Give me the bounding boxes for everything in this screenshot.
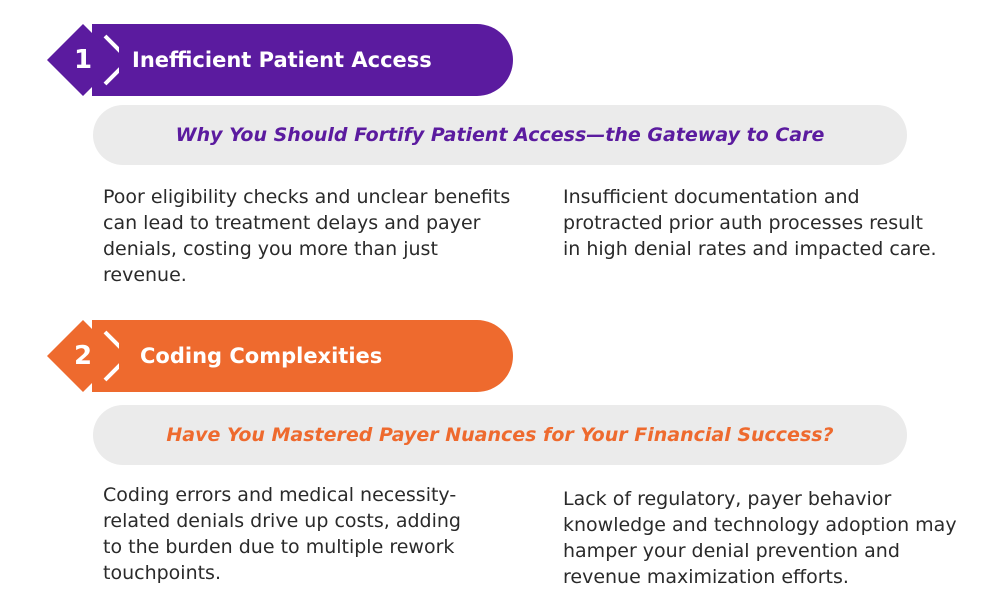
section-2-subtitle: Have You Mastered Payer Nuances for Your Financial Success? [166,424,834,446]
section-2-number: 2 [73,341,93,371]
section-2-number-badge [47,320,119,392]
section-1-left-text: Poor eligibility checks and unclear benefits can lead to treatment delays and payer denials, costing you more than just revenue. [103,186,511,286]
section-1-right-text: Insufficient documentation and protracted prior auth processes result in high denial rates and impacted care. [563,186,937,260]
section-2-title: Coding Complexities [140,344,383,368]
section-1-subtitle-bar [93,105,907,165]
section-1-number-badge [47,24,119,96]
section-1-header [92,24,513,96]
section-2-left-text: Coding errors and medical necessity-related denials drive up costs, adding to the burden due to multiple rework touchpoints. [103,484,461,584]
section-1-subtitle: Why You Should Fortify Patient Access—the Gateway to Care [175,124,825,146]
section-1-title: Inefficient Patient Access [132,48,432,72]
section-1-number: 1 [73,45,93,75]
section-2-subtitle-bar [93,405,907,465]
section-2-header [92,320,513,392]
section-2-right-text: Lack of regulatory, payer behavior knowledge and technology adoption may hamper your denial prevention and revenue maximization efforts. [563,488,957,588]
